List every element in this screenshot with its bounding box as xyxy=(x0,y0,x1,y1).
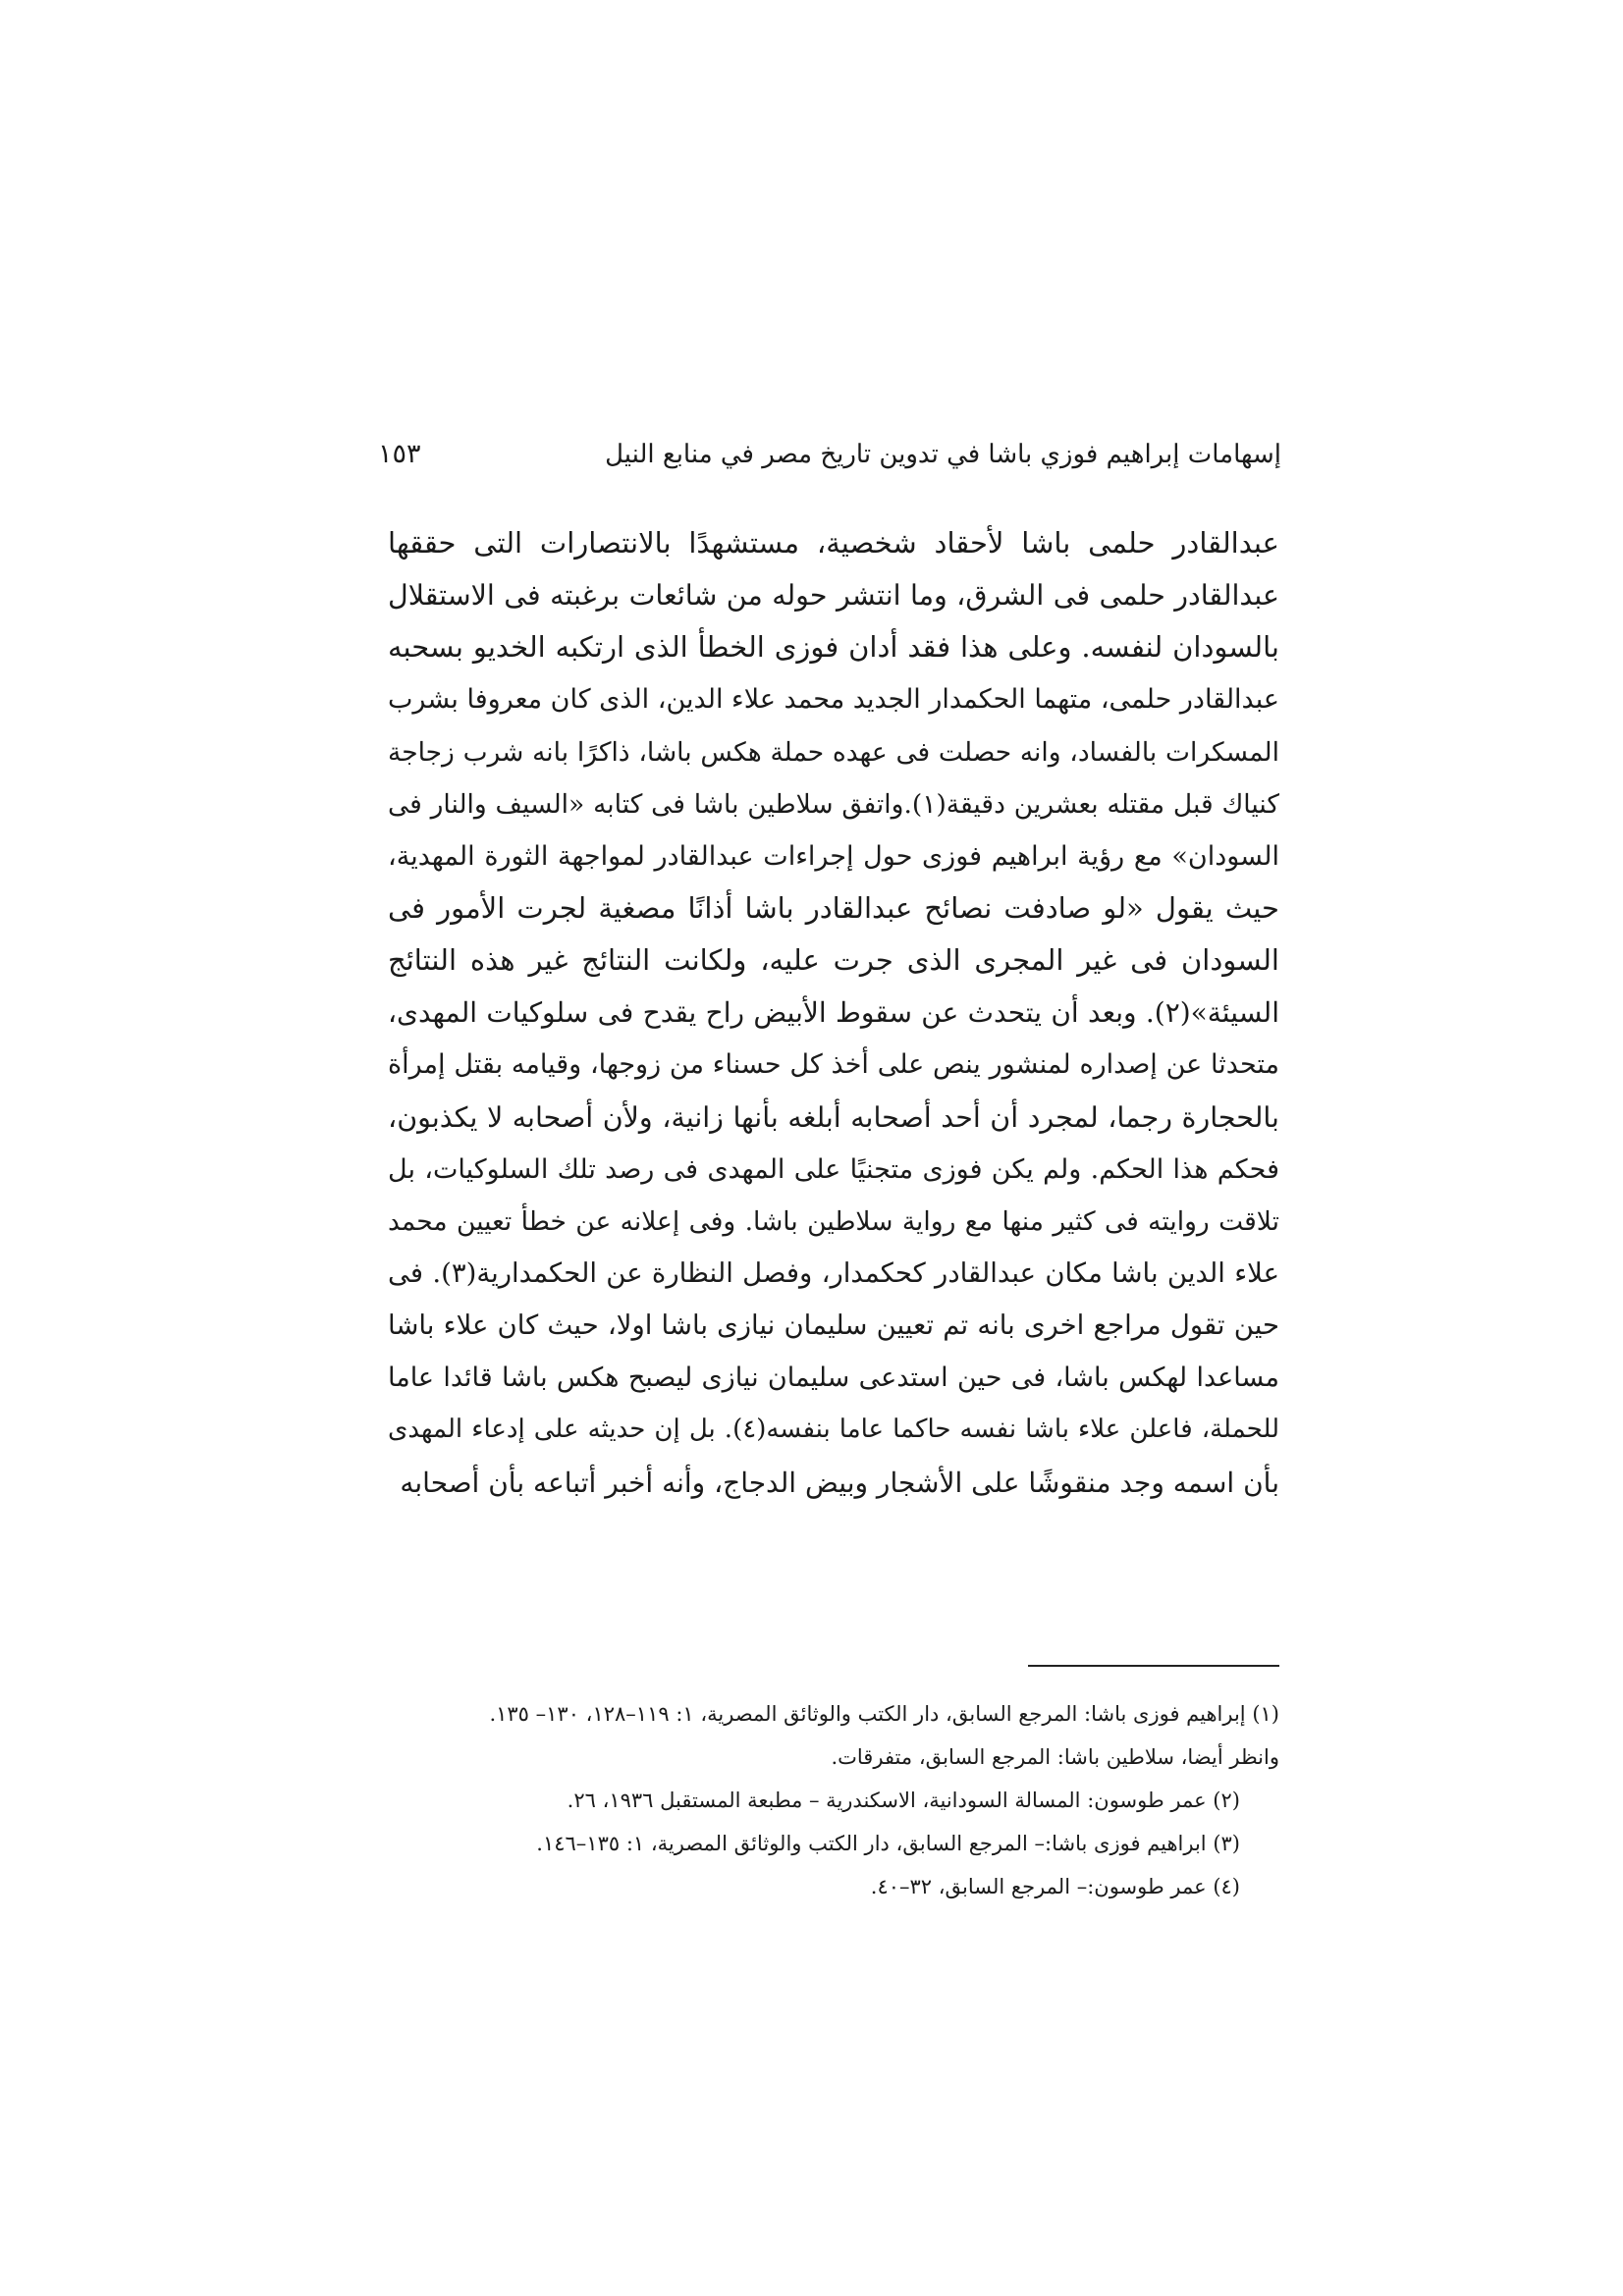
body-line: المسكرات بالفساد، وانه حصلت فى عهده حملة هكس باشا، ذاكرًا بانه شرب زجاجة xyxy=(388,736,1279,768)
body-line: عبدالقادر حلمى باشا لأحقاد شخصية، مستشهدًا بالانتصارات التى حققها xyxy=(388,526,1279,560)
footnote-3: (٣) ابراهيم فوزى باشا:– المرجع السابق، دار الكتب والوثائق المصرية، ١: ١٣٥–١٤٦. xyxy=(536,1832,1240,1855)
body-line: عبدالقادر حلمى فى الشرق، وما انتشر حوله من شائعات برغبته فى الاستقلال xyxy=(388,579,1279,613)
body-line: فحكم هذا الحكم. ولم يكن فوزى متجنيًا على المهدى فى رصد تلك السلوكيات، بل xyxy=(388,1153,1279,1185)
body-line: بأن اسمه وجد منقوشًا على الأشجار وبيض الدجاج، وأنه أخبر أتباعه بأن أصحابه xyxy=(400,1466,1279,1499)
body-line: عبدالقادر حلمى، متهما الحكمدار الجديد محمد علاء الدين، الذى كان معروفا بشرب xyxy=(388,684,1279,716)
body-line: السيئة»(٢). وبعد أن يتحدث عن سقوط الأبيض راح يقدح فى سلوكيات المهدى، xyxy=(388,996,1279,1030)
body-line: تلاقت روايته فى كثير منها مع رواية سلاطين باشا. وفى إعلانه عن خطأ تعيين محمد xyxy=(388,1205,1279,1237)
body-line: بالحجارة رجما، لمجرد أن أحد أصحابه أبلغه بأنها زانية، ولأن أصحابه لا يكذبون، xyxy=(388,1100,1279,1134)
body-paragraph xyxy=(388,517,1279,1509)
body-line: للحملة، فاعلن علاء باشا نفسه حاكما عاما بنفسه(٤). بل إن حديثه على إدعاء المهدى xyxy=(388,1415,1279,1445)
body-line: علاء الدين باشا مكان عبدالقادر كحكمدار، وفصل النظارة عن الحكمدارية(٣). فى xyxy=(388,1256,1279,1289)
body-line: السودان» مع رؤية ابراهيم فوزى حول إجراءات عبدالقادر لمواجهة الثورة المهدية، xyxy=(388,840,1279,872)
footnote-1: (١) إبراهيم فوزى باشا: المرجع السابق، دار الكتب والوثائق المصرية، ١: ١١٩–١٢٨، ١٣٠– ١٣٥. xyxy=(489,1702,1279,1726)
body-line: كنياك قبل مقتله بعشرين دقيقة(١).واتفق سلاطين باشا فى كتابه «السيف والنار فى xyxy=(388,788,1279,820)
footnote-4: (٤) عمر طوسون:– المرجع السابق، ٣٢–٤٠. xyxy=(870,1875,1240,1898)
body-line: حين تقول مراجع اخرى بانه تم تعيين سليمان نيازى باشا اولا، حيث كان علاء باشا xyxy=(388,1309,1279,1342)
page-number: ١٥٣ xyxy=(378,439,421,469)
body-line: مساعدا لهكس باشا، فى حين استدعى سليمان نيازى ليصبح هكس باشا قائدا عاما xyxy=(388,1362,1279,1394)
header-title: إسهامات إبراهيم فوزي باشا في تدوين تاريخ مصر في منابع النيل xyxy=(605,440,1281,469)
footnotes xyxy=(388,1692,1279,1908)
footnote-1-continuation: وانظر أيضا، سلاطين باشا: المرجع السابق، متفرقات. xyxy=(831,1745,1279,1769)
footnote-2: (٢) عمر طوسون: المسالة السودانية، الاسكندرية – مطبعة المستقبل ١٩٣٦، ٢٦. xyxy=(567,1789,1240,1812)
body-line: السودان فى غير المجرى الذى جرت عليه، ولكانت النتائج غير هذه النتائج xyxy=(388,943,1279,978)
body-line: حيث يقول «لو صادفت نصائح عبدالقادر باشا أذانًا مصغية لجرت الأمور فى xyxy=(388,890,1279,925)
footnote-divider xyxy=(1028,1665,1279,1667)
running-header xyxy=(378,430,1281,479)
body-line: متحدثا عن إصداره لمنشور ينص على أخذ كل حسناء من زوجها، وقيامه بقتل إمرأة xyxy=(388,1049,1279,1081)
body-line: بالسودان لنفسه. وعلى هذا فقد أدان فوزى الخطأ الذى ارتكبه الخديو بسحبه xyxy=(388,630,1279,665)
